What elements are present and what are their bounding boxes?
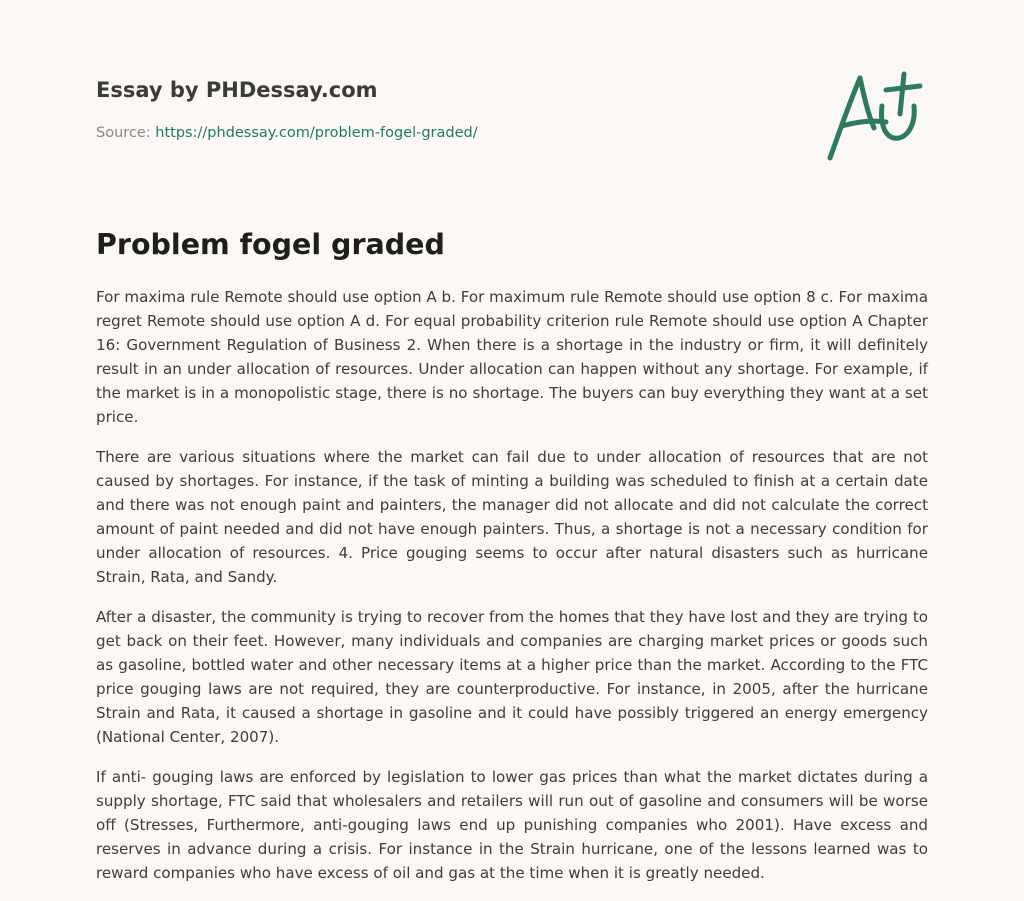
essay-paragraph: If anti- gouging laws are enforced by legislation to lower gas prices than what the market dictates during a supply shortage, FTC said that wholesalers and retailers will run out of gasoline and consumers will be worse off (Stresses, Furthermore, anti-gouging laws end up punishing companies who 2001). Have excess and reserves in advance during a crisis. For instance in the Strain hurricane, one of the lessons learned was to reward companies who have excess of oil and gas at the time when it is greatly needed. — [96, 768, 928, 882]
essay-body — [96, 285, 928, 901]
essay-paragraph: For maxima rule Remote should use option A b. For maximum rule Remote should use option 8 c. For maxima regret Remote should use option A d. For equal probability criterion rule Remote should use option A Chapter 16: Government Regulation of Business 2. When there is a shortage in the industry or firm, it will definitely result in an under allocation of resources. Under allocation can happen without any shortage. For example, if the market is in a monopolistic stage, there is no shortage. The buyers can buy everything they want at a set price. — [96, 288, 928, 426]
essay-paragraph: There are various situations where the market can fail due to under allocation of resources that are not caused by shortages. For instance, if the task of minting a building was scheduled to finish at a certain date and there was not enough paint and painters, the manager did not allocate and did not calculate the correct amount of paint needed and did not have enough painters. Thus, a shortage is not a necessary condition for under allocation of resources. 4. Price gouging seems to occur after natural disasters such as hurricane Strain, Rata, and Sandy. — [96, 448, 928, 586]
source-link[interactable]: https://phdessay.com/problem-fogel-graded/ — [155, 125, 478, 141]
a-plus-grade-icon — [820, 66, 930, 166]
essay-title: Problem fogel graded — [96, 228, 445, 261]
source-label: Source: — [96, 125, 156, 141]
source-line — [96, 123, 478, 143]
site-title: Essay by PHDessay.com — [96, 78, 378, 102]
essay-paragraph: After a disaster, the community is trying to recover from the homes that they have lost and they are trying to get back on their feet. However, many individuals and companies are charging market prices or goods such as gasoline, bottled water and other necessary items at a higher price than the market. According to the FTC price gouging laws are not required, they are counterproductive. For instance, in 2005, after the hurricane Strain and Rata, it caused a shortage in gasoline and it could have possibly triggered an energy emergency (National Center, 2007). — [96, 608, 928, 746]
